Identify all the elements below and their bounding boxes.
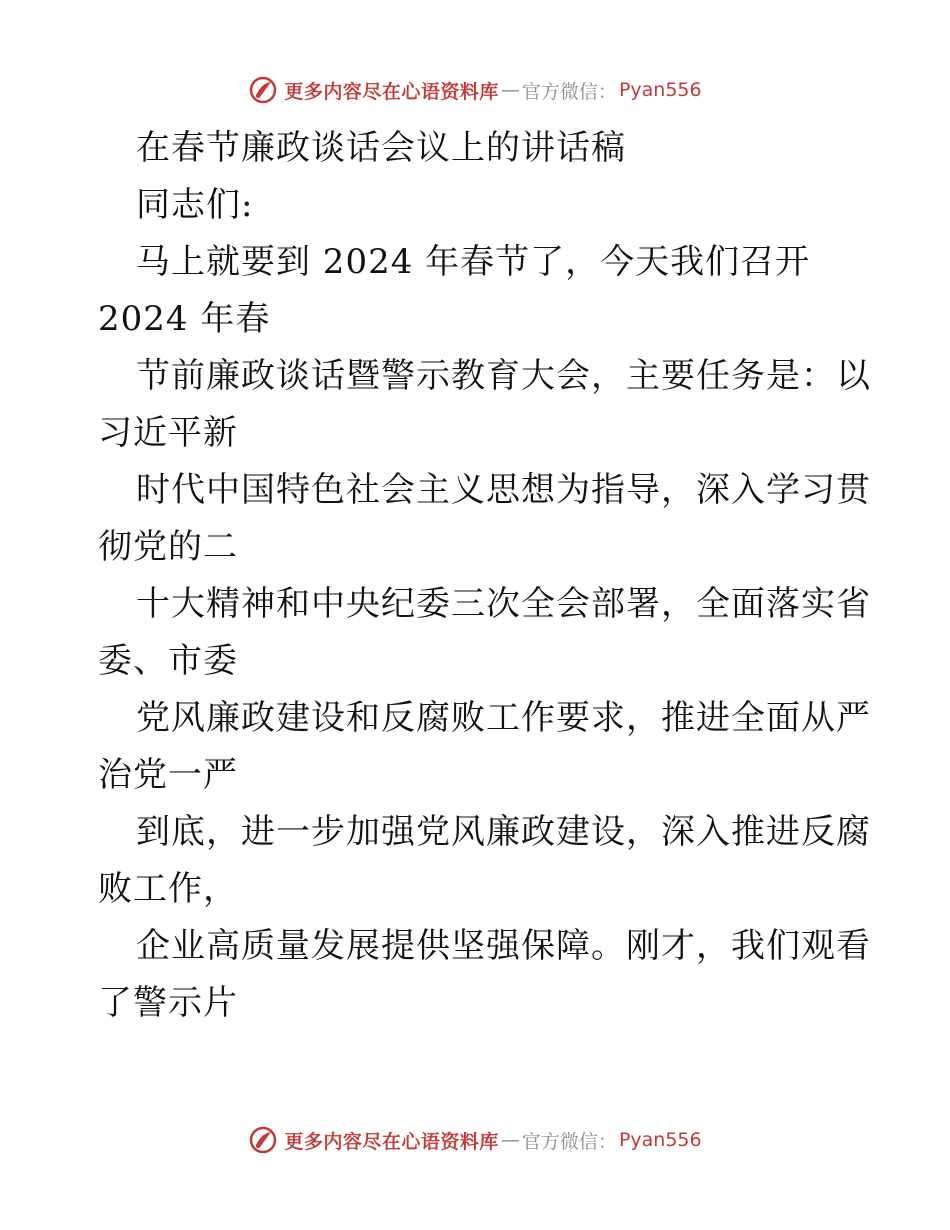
text-line: 企业高质量发展提供坚强保障。刚才，我们观看: [136, 926, 871, 966]
watermark-label: 官方微信：: [521, 1130, 617, 1153]
watermark-text: 更多内容尽在心语资料库: [284, 1130, 499, 1153]
text-line: 委、市委: [98, 641, 238, 681]
text-line: 到底，进一步加强党风廉政建设，深入推进反腐: [136, 812, 871, 852]
footer-watermark: [0, 1122, 950, 1158]
text-line: 了警示片: [98, 983, 238, 1023]
text-line: 马上就要到 2024 年春节了，今天我们召开: [136, 242, 811, 282]
text-line: 彻党的二: [98, 527, 238, 567]
salutation: 同志们:: [136, 185, 254, 225]
text-line: 败工作，: [98, 869, 238, 909]
watermark-separator: —: [500, 79, 520, 101]
text-line: 2024 年春: [98, 299, 271, 339]
document-body: [98, 120, 871, 1032]
text-line: 党风廉政建设和反腐败工作要求，推进全面从严: [136, 698, 871, 738]
watermark-text: 更多内容尽在心语资料库: [284, 80, 499, 103]
watermark-wechat-id: Pyan556: [618, 79, 702, 101]
text-line: 习近平新: [98, 413, 238, 453]
text-line: 节前廉政谈话暨警示教育大会，主要任务是：以: [136, 356, 871, 396]
text-line: 治党一严: [98, 755, 238, 795]
watermark-separator: —: [500, 1129, 520, 1151]
text-line: 十大精神和中央纪委三次全会部署，全面落实省: [136, 584, 871, 624]
paragraph-lines: [98, 234, 871, 1032]
brush-seal-icon: [248, 1125, 278, 1155]
brush-seal-icon: [248, 75, 278, 105]
watermark-wechat-id: Pyan556: [618, 1129, 702, 1151]
watermark-label: 官方微信：: [521, 80, 617, 103]
document-title: 在春节廉政谈话会议上的讲话稿: [136, 128, 626, 168]
text-line: 时代中国特色社会主义思想为指导，深入学习贯: [136, 470, 871, 510]
header-watermark: [0, 72, 950, 108]
